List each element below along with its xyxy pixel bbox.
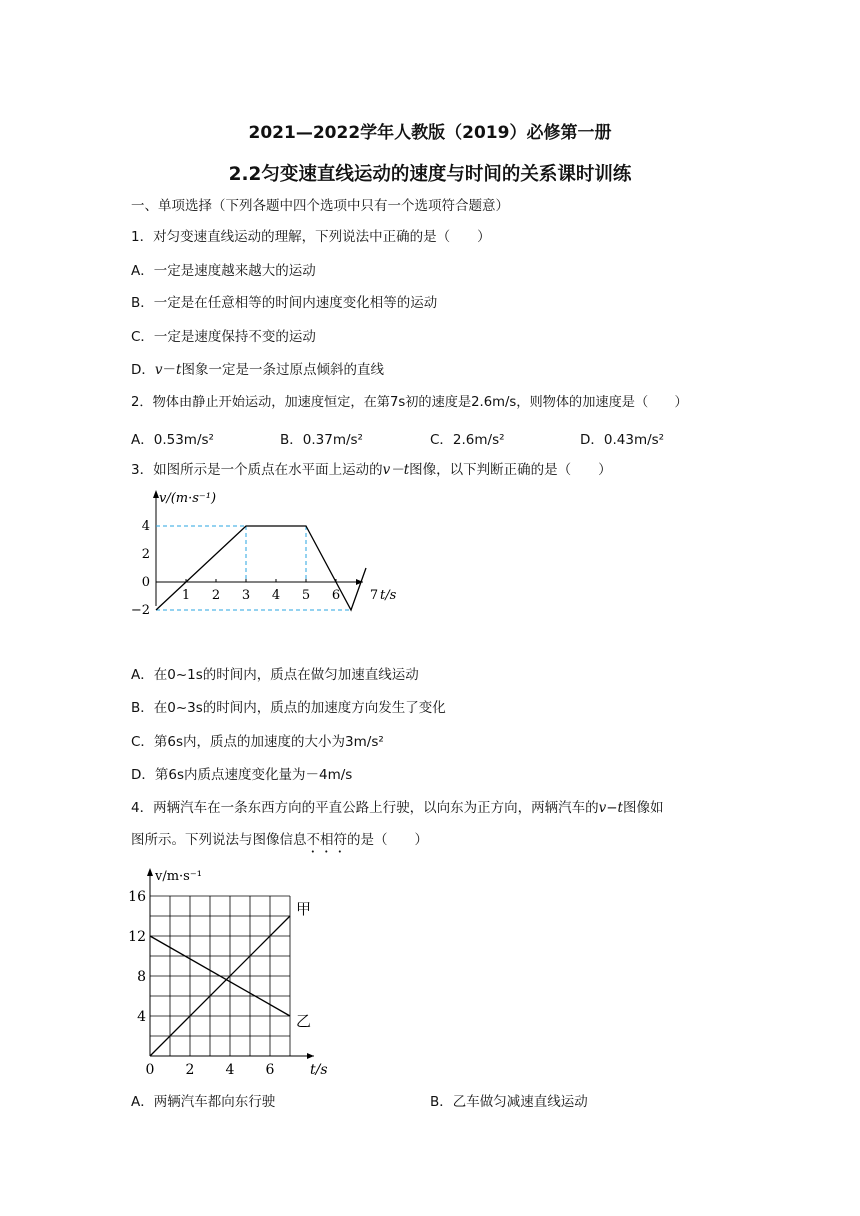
q2-stem: 2．物体由静止开始运动，加速度恒定，在第7s初的速度是2.6m/s，则物体的加速度是（ ） bbox=[131, 395, 688, 410]
y-tick-label: 8 bbox=[137, 969, 146, 985]
x-tick-label: 1 bbox=[181, 588, 191, 603]
vt-chart-q3 bbox=[126, 486, 406, 626]
title-line1: 2021—2022学年人教版（2019）必修第一册 bbox=[248, 123, 612, 143]
x-tick-label: 7 bbox=[369, 588, 379, 603]
q2-option-a: A．0.53m/s² bbox=[131, 432, 214, 448]
q4-stem-line1 bbox=[131, 799, 663, 817]
x-tick-label: 4 bbox=[271, 588, 281, 603]
y-axis-arrow bbox=[147, 868, 153, 876]
series-label: 乙 bbox=[296, 1012, 312, 1030]
q2-option-d: D．0.43m/s² bbox=[580, 432, 665, 448]
x-tick-label: 6 bbox=[331, 588, 341, 603]
q4-stem-pre: 4．两辆汽车在一条东西方向的平直公路上行驶，以向东为正方向，两辆汽车的 bbox=[131, 800, 599, 816]
y-axis-label: v/m·s⁻¹ bbox=[155, 869, 202, 884]
q4-stem-vt: v−t bbox=[598, 800, 623, 816]
q1-d-v: v bbox=[154, 362, 163, 378]
y-tick-label: −2 bbox=[130, 603, 150, 618]
q4-stem-line2 bbox=[131, 831, 428, 856]
q4-line2-post: 的是（ ） bbox=[347, 832, 428, 848]
q4-option-a: A．两辆汽车都向东行驶 bbox=[131, 1094, 276, 1110]
x-tick-label: 6 bbox=[265, 1062, 275, 1078]
x-axis-label: t/s bbox=[380, 588, 397, 603]
q1-d-prefix: D． bbox=[131, 362, 155, 378]
q1-option-b: B．一定是在任意相等的时间内速度变化相等的运动 bbox=[131, 295, 438, 311]
q4-line2-emph: 不相符 bbox=[306, 832, 347, 848]
q3-option-c: C．第6s内，质点的加速度的大小为3m/s² bbox=[131, 734, 384, 750]
q2-option-b: B．0.37m/s² bbox=[280, 432, 363, 448]
q1-d-rest: 图象一定是一条过原点倾斜的直线 bbox=[181, 362, 384, 378]
y-tick-label: 2 bbox=[141, 547, 150, 562]
x-tick-label: 5 bbox=[301, 588, 311, 603]
y-tick-label: 4 bbox=[137, 1009, 146, 1025]
x-tick-label: 2 bbox=[211, 588, 221, 603]
q3-stem-pre: 3．如图所示是一个质点在水平面上运动的 bbox=[131, 462, 383, 478]
q1-option-a: A．一定是速度越来越大的运动 bbox=[131, 263, 316, 279]
y-tick-label: 16 bbox=[128, 889, 146, 905]
q3-stem-post: 图像，以下判断正确的是（ ） bbox=[409, 462, 612, 478]
x-axis-arrow bbox=[307, 1053, 314, 1059]
y-tick-label: 12 bbox=[128, 929, 146, 945]
q1-d-t: t bbox=[176, 362, 182, 378]
x-tick-label: 0 bbox=[145, 1062, 155, 1078]
section-heading: 一、单项选择（下列各题中四个选项中只有一个选项符合题意） bbox=[131, 198, 509, 214]
q4-stem-post: 图像如 bbox=[622, 800, 664, 816]
q3-option-b: B．在0~3s的时间内，质点的加速度方向发生了变化 bbox=[131, 700, 446, 716]
x-axis-label: t/s bbox=[310, 1062, 328, 1078]
q3-option-d: D．第6s内质点速度变化量为－4m/s bbox=[131, 767, 353, 783]
q4-option-b: B．乙车做匀减速直线运动 bbox=[430, 1094, 588, 1110]
y-tick-label: 0 bbox=[141, 575, 150, 590]
y-axis-label: v/(m·s⁻¹) bbox=[159, 491, 217, 506]
series-label: 甲 bbox=[296, 900, 312, 918]
q3-option-a: A．在0~1s的时间内，质点在做匀加速直线运动 bbox=[131, 667, 419, 683]
series-line-jia bbox=[150, 916, 290, 1056]
q3-stem-vt: v－t bbox=[382, 462, 410, 478]
q1-stem: 1．对匀变速直线运动的理解，下列说法中正确的是（ ） bbox=[131, 229, 491, 245]
q1-option-d bbox=[131, 361, 384, 379]
q1-d-dash: － bbox=[162, 362, 177, 378]
x-tick-label: 3 bbox=[241, 588, 251, 603]
x-tick-label: 4 bbox=[225, 1062, 235, 1078]
q2-option-c: C．2.6m/s² bbox=[430, 432, 505, 448]
q4-line2-pre: 图所示。下列说法与图像信息 bbox=[131, 832, 307, 848]
q3-stem bbox=[131, 461, 612, 479]
title-line2: 2.2匀变速直线运动的速度与时间的关系课时训练 bbox=[228, 164, 632, 185]
x-tick-label: 2 bbox=[185, 1062, 195, 1078]
y-tick-label: 4 bbox=[141, 519, 150, 534]
q1-option-c: C．一定是速度保持不变的运动 bbox=[131, 329, 316, 345]
vt-chart-q4 bbox=[126, 864, 346, 1084]
